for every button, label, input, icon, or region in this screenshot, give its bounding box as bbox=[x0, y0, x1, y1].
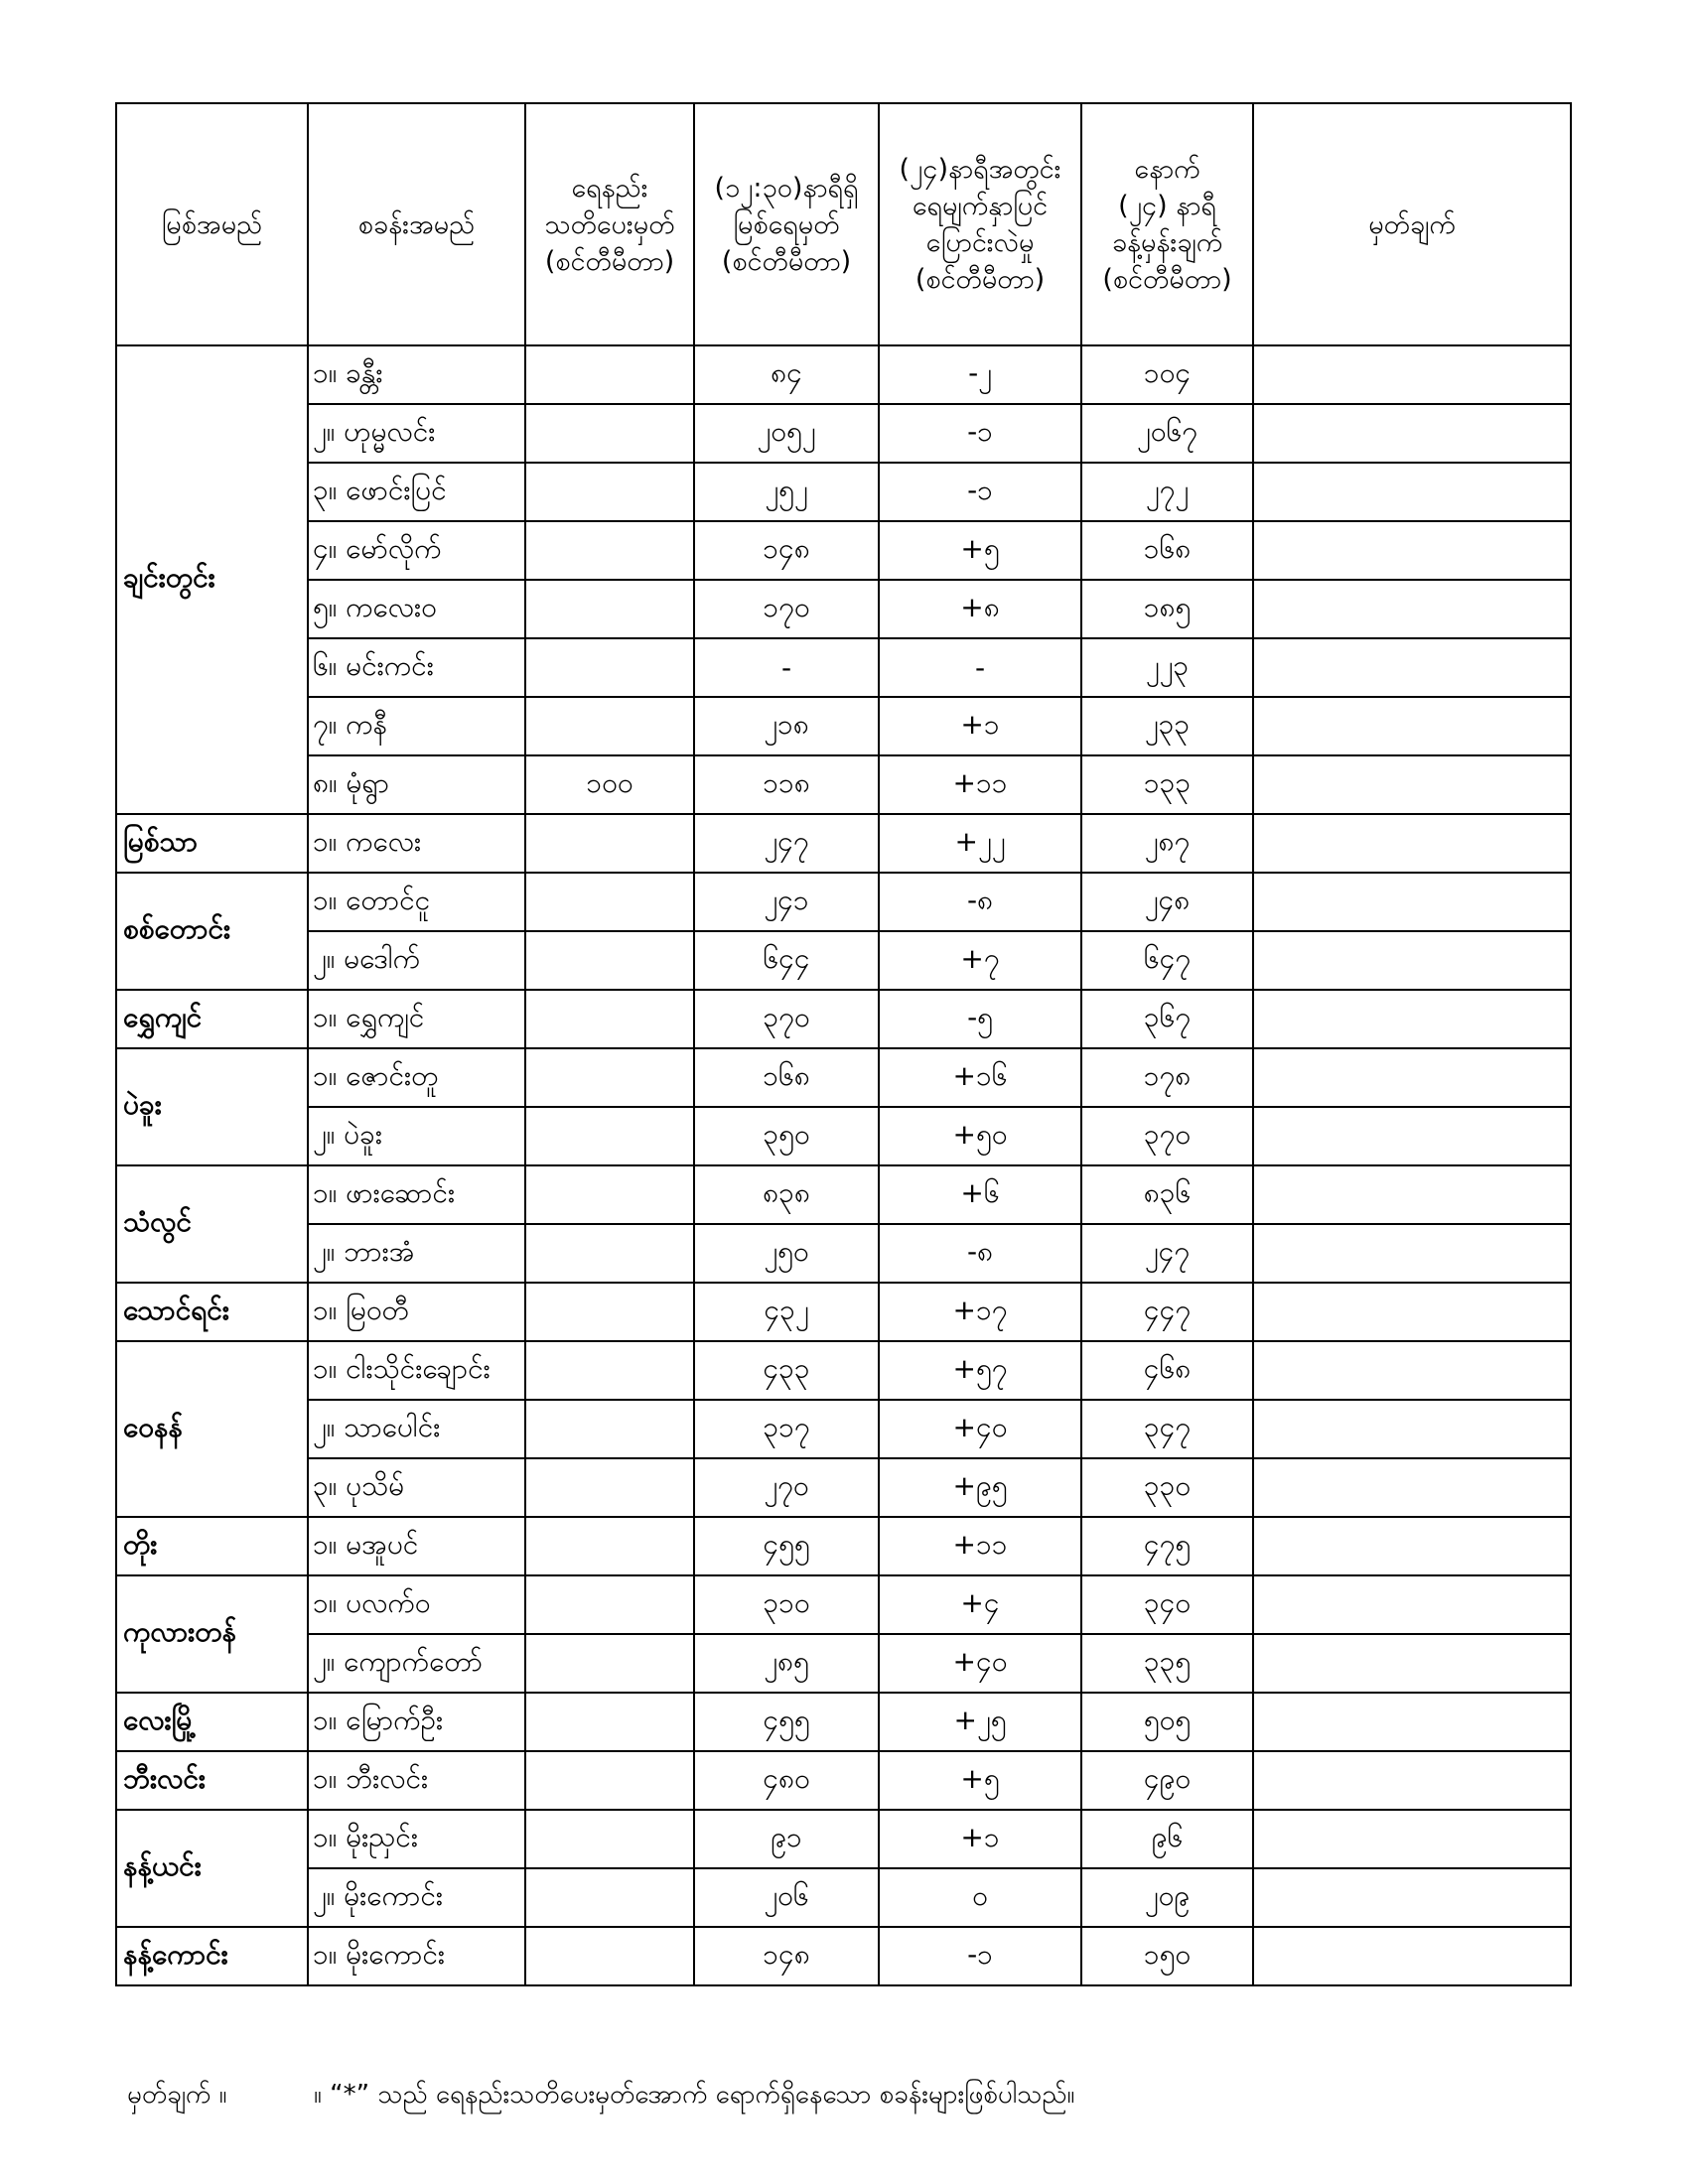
forecast-level: ၁၈၅ bbox=[1081, 580, 1253, 638]
remark bbox=[1253, 1575, 1571, 1634]
table-row bbox=[116, 1575, 1571, 1634]
change-24h: +၅ bbox=[879, 521, 1081, 580]
current-level: ၁၄၈ bbox=[694, 1927, 879, 1985]
remark bbox=[1253, 463, 1571, 521]
river-name: နန့်ကောင်း bbox=[116, 1927, 308, 1985]
river-name: လေးမြို့ bbox=[116, 1693, 308, 1751]
current-level: ၂၄၇ bbox=[694, 814, 879, 873]
current-level: - bbox=[694, 638, 879, 697]
forecast-level: ၂၇၂ bbox=[1081, 463, 1253, 521]
table-row bbox=[116, 1693, 1571, 1751]
danger-level bbox=[525, 1107, 694, 1165]
remark bbox=[1253, 1810, 1571, 1868]
forecast-level: ၂၂၃ bbox=[1081, 638, 1253, 697]
current-level: ၄၈၀ bbox=[694, 1751, 879, 1810]
forecast-level: ၃၄၀ bbox=[1081, 1575, 1253, 1634]
station-name: ၁။ ငါးသိုင်းချောင်း bbox=[308, 1341, 525, 1400]
river-name: သံလွင် bbox=[116, 1165, 308, 1283]
table-row bbox=[116, 521, 1571, 580]
current-level: ၃၅၀ bbox=[694, 1107, 879, 1165]
remark bbox=[1253, 814, 1571, 873]
current-level: ၃၁၀ bbox=[694, 1575, 879, 1634]
station-name: ၁။ ဖားဆောင်း bbox=[308, 1165, 525, 1224]
danger-level bbox=[525, 1810, 694, 1868]
table-row bbox=[116, 990, 1571, 1048]
change-24h: ၀ bbox=[879, 1868, 1081, 1927]
station-name: ၁။ မြဝတီ bbox=[308, 1283, 525, 1341]
current-level: ၃၇၀ bbox=[694, 990, 879, 1048]
current-level: ၁၇၀ bbox=[694, 580, 879, 638]
table-row bbox=[116, 1400, 1571, 1458]
remark bbox=[1253, 1517, 1571, 1575]
remark bbox=[1253, 1458, 1571, 1517]
change-24h: +၅ bbox=[879, 1751, 1081, 1810]
current-level: ၂၇၀ bbox=[694, 1458, 879, 1517]
remark bbox=[1253, 580, 1571, 638]
table-row bbox=[116, 1751, 1571, 1810]
current-level: ၂၅၂ bbox=[694, 463, 879, 521]
table-row bbox=[116, 1341, 1571, 1400]
forecast-level: ၂၃၃ bbox=[1081, 697, 1253, 755]
station-name: ၂။ ဘားအံ bbox=[308, 1224, 525, 1283]
station-name: ၂။ သာပေါင်း bbox=[308, 1400, 525, 1458]
station-name: ၁။ ပလက်ဝ bbox=[308, 1575, 525, 1634]
current-level: ၁၆၈ bbox=[694, 1048, 879, 1107]
forecast-level: ၂၀၆၇ bbox=[1081, 404, 1253, 463]
forecast-level: ၅၀၅ bbox=[1081, 1693, 1253, 1751]
station-name: ၂။ ဟုမ္မလင်း bbox=[308, 404, 525, 463]
remark bbox=[1253, 1341, 1571, 1400]
danger-level bbox=[525, 697, 694, 755]
current-level: ၆၄၄ bbox=[694, 931, 879, 990]
water-level-table bbox=[115, 102, 1572, 1986]
forecast-level: ၃၃၀ bbox=[1081, 1458, 1253, 1517]
header-row bbox=[116, 103, 1571, 345]
remark bbox=[1253, 1283, 1571, 1341]
table-row bbox=[116, 1107, 1571, 1165]
danger-level bbox=[525, 1165, 694, 1224]
river-name: နန့်ယင်း bbox=[116, 1810, 308, 1927]
station-name: ၁။ မအူပင် bbox=[308, 1517, 525, 1575]
change-24h: - bbox=[879, 638, 1081, 697]
forecast-level: ၄၆၈ bbox=[1081, 1341, 1253, 1400]
station-name: ၁။ မိုးကောင်း bbox=[308, 1927, 525, 1985]
station-name: ၁။ ကလေး bbox=[308, 814, 525, 873]
forecast-level: ၃၇၀ bbox=[1081, 1107, 1253, 1165]
change-24h: +၁ bbox=[879, 697, 1081, 755]
river-name: ပဲခူး bbox=[116, 1048, 308, 1165]
table-row bbox=[116, 931, 1571, 990]
danger-level bbox=[525, 1517, 694, 1575]
forecast-level: ၁၇၈ bbox=[1081, 1048, 1253, 1107]
danger-level bbox=[525, 1224, 694, 1283]
danger-level bbox=[525, 931, 694, 990]
forecast-level: ၁၃၃ bbox=[1081, 755, 1253, 814]
current-level: ၂၀၅၂ bbox=[694, 404, 879, 463]
header-danger-level: ရေနည်း သတိပေးမှတ် (စင်တီမီတာ) bbox=[525, 103, 694, 345]
station-name: ၁။ ခန္တီး bbox=[308, 345, 525, 404]
table-row bbox=[116, 1165, 1571, 1224]
current-level: ၂၅၀ bbox=[694, 1224, 879, 1283]
table-row bbox=[116, 755, 1571, 814]
table-row bbox=[116, 1927, 1571, 1985]
forecast-level: ၁၅၀ bbox=[1081, 1927, 1253, 1985]
forecast-level: ၄၇၅ bbox=[1081, 1517, 1253, 1575]
forecast-level: ၄၄၇ bbox=[1081, 1283, 1253, 1341]
change-24h: +၇ bbox=[879, 931, 1081, 990]
forecast-level: ၂၄၇ bbox=[1081, 1224, 1253, 1283]
danger-level bbox=[525, 1751, 694, 1810]
forecast-level: ၂၀၉ bbox=[1081, 1868, 1253, 1927]
table-row bbox=[116, 1810, 1571, 1868]
station-name: ၁။ မြောက်ဦး bbox=[308, 1693, 525, 1751]
river-name: ဘီးလင်း bbox=[116, 1751, 308, 1810]
remark bbox=[1253, 638, 1571, 697]
river-name: တိုး bbox=[116, 1517, 308, 1575]
change-24h: -၈ bbox=[879, 873, 1081, 931]
forecast-level: ၈၃၆ bbox=[1081, 1165, 1253, 1224]
header-station-name: စခန်းအမည် bbox=[308, 103, 525, 345]
remark bbox=[1253, 873, 1571, 931]
current-level: ၁၁၈ bbox=[694, 755, 879, 814]
forecast-level: ၃၃၅ bbox=[1081, 1634, 1253, 1693]
change-24h: +၄ bbox=[879, 1575, 1081, 1634]
river-name: စစ်တောင်း bbox=[116, 873, 308, 990]
danger-level bbox=[525, 345, 694, 404]
remark bbox=[1253, 1927, 1571, 1985]
forecast-level: ၆၄၇ bbox=[1081, 931, 1253, 990]
remark bbox=[1253, 1400, 1571, 1458]
danger-level bbox=[525, 404, 694, 463]
change-24h: +၁၁ bbox=[879, 1517, 1081, 1575]
current-level: ၂၄၁ bbox=[694, 873, 879, 931]
table-row bbox=[116, 463, 1571, 521]
change-24h: +၂၅ bbox=[879, 1693, 1081, 1751]
danger-level bbox=[525, 873, 694, 931]
danger-level bbox=[525, 1927, 694, 1985]
table-row bbox=[116, 1458, 1571, 1517]
remark bbox=[1253, 1634, 1571, 1693]
change-24h: -၈ bbox=[879, 1224, 1081, 1283]
remark bbox=[1253, 931, 1571, 990]
river-name: ချင်းတွင်း bbox=[116, 345, 308, 814]
station-name: ၁။ မိုးညှင်း bbox=[308, 1810, 525, 1868]
forecast-level: ၁၆၈ bbox=[1081, 521, 1253, 580]
change-24h: +၈ bbox=[879, 580, 1081, 638]
table-row bbox=[116, 1517, 1571, 1575]
table-row bbox=[116, 873, 1571, 931]
current-level: ၂၀၆ bbox=[694, 1868, 879, 1927]
remark bbox=[1253, 1107, 1571, 1165]
table-row bbox=[116, 1048, 1571, 1107]
change-24h: +၁၆ bbox=[879, 1048, 1081, 1107]
station-name: ၂။ ကျောက်တော် bbox=[308, 1634, 525, 1693]
forecast-level: ၁၀၄ bbox=[1081, 345, 1253, 404]
change-24h: +၄၀ bbox=[879, 1400, 1081, 1458]
footnote-label: မှတ်ချက် ။ bbox=[127, 2080, 227, 2110]
table-row bbox=[116, 638, 1571, 697]
station-name: ၂။ မဒေါက် bbox=[308, 931, 525, 990]
river-name: ဝေနန် bbox=[116, 1341, 308, 1517]
current-level: ၄၃၃ bbox=[694, 1341, 879, 1400]
current-level: ၄၃၂ bbox=[694, 1283, 879, 1341]
danger-level bbox=[525, 521, 694, 580]
remark bbox=[1253, 755, 1571, 814]
station-name: ၆။ မင်းကင်း bbox=[308, 638, 525, 697]
river-name: ရွှေကျင် bbox=[116, 990, 308, 1048]
table-row bbox=[116, 1868, 1571, 1927]
change-24h: +၁၁ bbox=[879, 755, 1081, 814]
remark bbox=[1253, 990, 1571, 1048]
change-24h: +၂၂ bbox=[879, 814, 1081, 873]
footnote-text: ။ “*” သည် ရေနည်းသတိပေးမှတ်အောက် ရောက်ရှိနေသော စခန်းများဖြစ်ပါသည်။ bbox=[314, 2080, 1075, 2110]
station-name: ၇။ ကနီ bbox=[308, 697, 525, 755]
current-level: ၁၄၈ bbox=[694, 521, 879, 580]
header-river-name: မြစ်အမည် bbox=[116, 103, 308, 345]
station-name: ၃။ ပုသိမ် bbox=[308, 1458, 525, 1517]
station-name: ၂။ မိုးကောင်း bbox=[308, 1868, 525, 1927]
danger-level: ၁၀၀ bbox=[525, 755, 694, 814]
table-row bbox=[116, 1634, 1571, 1693]
change-24h: +၅၇ bbox=[879, 1341, 1081, 1400]
header-forecast: နောက် (၂၄) နာရီ ခန့်မှန်းချက် (စင်တီမီတာ) bbox=[1081, 103, 1253, 345]
table-row bbox=[116, 404, 1571, 463]
current-level: ၈၃၈ bbox=[694, 1165, 879, 1224]
remark bbox=[1253, 345, 1571, 404]
header-remark: မှတ်ချက် bbox=[1253, 103, 1571, 345]
remark bbox=[1253, 1048, 1571, 1107]
change-24h: +၅၀ bbox=[879, 1107, 1081, 1165]
danger-level bbox=[525, 990, 694, 1048]
forecast-level: ၂၄၈ bbox=[1081, 873, 1253, 931]
danger-level bbox=[525, 1693, 694, 1751]
change-24h: -၁ bbox=[879, 1927, 1081, 1985]
danger-level bbox=[525, 1458, 694, 1517]
forecast-level: ၃၆၇ bbox=[1081, 990, 1253, 1048]
forecast-level: ၄၉၀ bbox=[1081, 1751, 1253, 1810]
change-24h: +၄၀ bbox=[879, 1634, 1081, 1693]
remark bbox=[1253, 697, 1571, 755]
forecast-level: ၂၈၇ bbox=[1081, 814, 1253, 873]
station-name: ၁။ တောင်ငူ bbox=[308, 873, 525, 931]
station-name: ၁။ ဘီးလင်း bbox=[308, 1751, 525, 1810]
header-24h-change: (၂၄)နာရီအတွင်း ရေမျက်နှာပြင် ပြောင်းလဲမှု (စင်တီမီတာ) bbox=[879, 103, 1081, 345]
table-row bbox=[116, 1224, 1571, 1283]
forecast-level: ၉၆ bbox=[1081, 1810, 1253, 1868]
current-level: ၉၁ bbox=[694, 1810, 879, 1868]
station-name: ၃။ ဖောင်းပြင် bbox=[308, 463, 525, 521]
danger-level bbox=[525, 580, 694, 638]
danger-level bbox=[525, 1400, 694, 1458]
remark bbox=[1253, 521, 1571, 580]
station-name: ၅။ ကလေးဝ bbox=[308, 580, 525, 638]
remark bbox=[1253, 1224, 1571, 1283]
danger-level bbox=[525, 1048, 694, 1107]
danger-level bbox=[525, 638, 694, 697]
danger-level bbox=[525, 814, 694, 873]
current-level: ၂၈၅ bbox=[694, 1634, 879, 1693]
river-name: သောင်ရင်း bbox=[116, 1283, 308, 1341]
current-level: ၄၅၅ bbox=[694, 1693, 879, 1751]
station-name: ၂။ ပဲခူး bbox=[308, 1107, 525, 1165]
danger-level bbox=[525, 1341, 694, 1400]
table-row bbox=[116, 345, 1571, 404]
danger-level bbox=[525, 1283, 694, 1341]
river-name: မြစ်သာ bbox=[116, 814, 308, 873]
change-24h: -၅ bbox=[879, 990, 1081, 1048]
change-24h: +၆ bbox=[879, 1165, 1081, 1224]
station-name: ၁။ ရွှေကျင် bbox=[308, 990, 525, 1048]
current-level: ၄၅၅ bbox=[694, 1517, 879, 1575]
table-row bbox=[116, 580, 1571, 638]
remark bbox=[1253, 1751, 1571, 1810]
remark bbox=[1253, 404, 1571, 463]
river-name: ကုလားတန် bbox=[116, 1575, 308, 1693]
change-24h: -၁ bbox=[879, 463, 1081, 521]
remark bbox=[1253, 1693, 1571, 1751]
forecast-level: ၃၄၇ bbox=[1081, 1400, 1253, 1458]
current-level: ၂၁၈ bbox=[694, 697, 879, 755]
remark bbox=[1253, 1165, 1571, 1224]
change-24h: +၁၇ bbox=[879, 1283, 1081, 1341]
current-level: ၈၄ bbox=[694, 345, 879, 404]
table-row bbox=[116, 814, 1571, 873]
station-name: ၄။ မော်လိုက် bbox=[308, 521, 525, 580]
change-24h: -၁ bbox=[879, 404, 1081, 463]
change-24h: +၁ bbox=[879, 1810, 1081, 1868]
header-current-level: (၁၂:၃၀)နာရီရှိ မြစ်ရေမှတ် (စင်တီမီတာ) bbox=[694, 103, 879, 345]
current-level: ၃၁၇ bbox=[694, 1400, 879, 1458]
table-row bbox=[116, 697, 1571, 755]
change-24h: +၉၅ bbox=[879, 1458, 1081, 1517]
table-row bbox=[116, 1283, 1571, 1341]
danger-level bbox=[525, 1868, 694, 1927]
station-name: ၁။ ဇောင်းတူ bbox=[308, 1048, 525, 1107]
remark bbox=[1253, 1868, 1571, 1927]
table-body bbox=[116, 345, 1571, 1985]
danger-level bbox=[525, 1634, 694, 1693]
danger-level bbox=[525, 1575, 694, 1634]
change-24h: -၂ bbox=[879, 345, 1081, 404]
danger-level bbox=[525, 463, 694, 521]
station-name: ၈။ မုံရွာ bbox=[308, 755, 525, 814]
